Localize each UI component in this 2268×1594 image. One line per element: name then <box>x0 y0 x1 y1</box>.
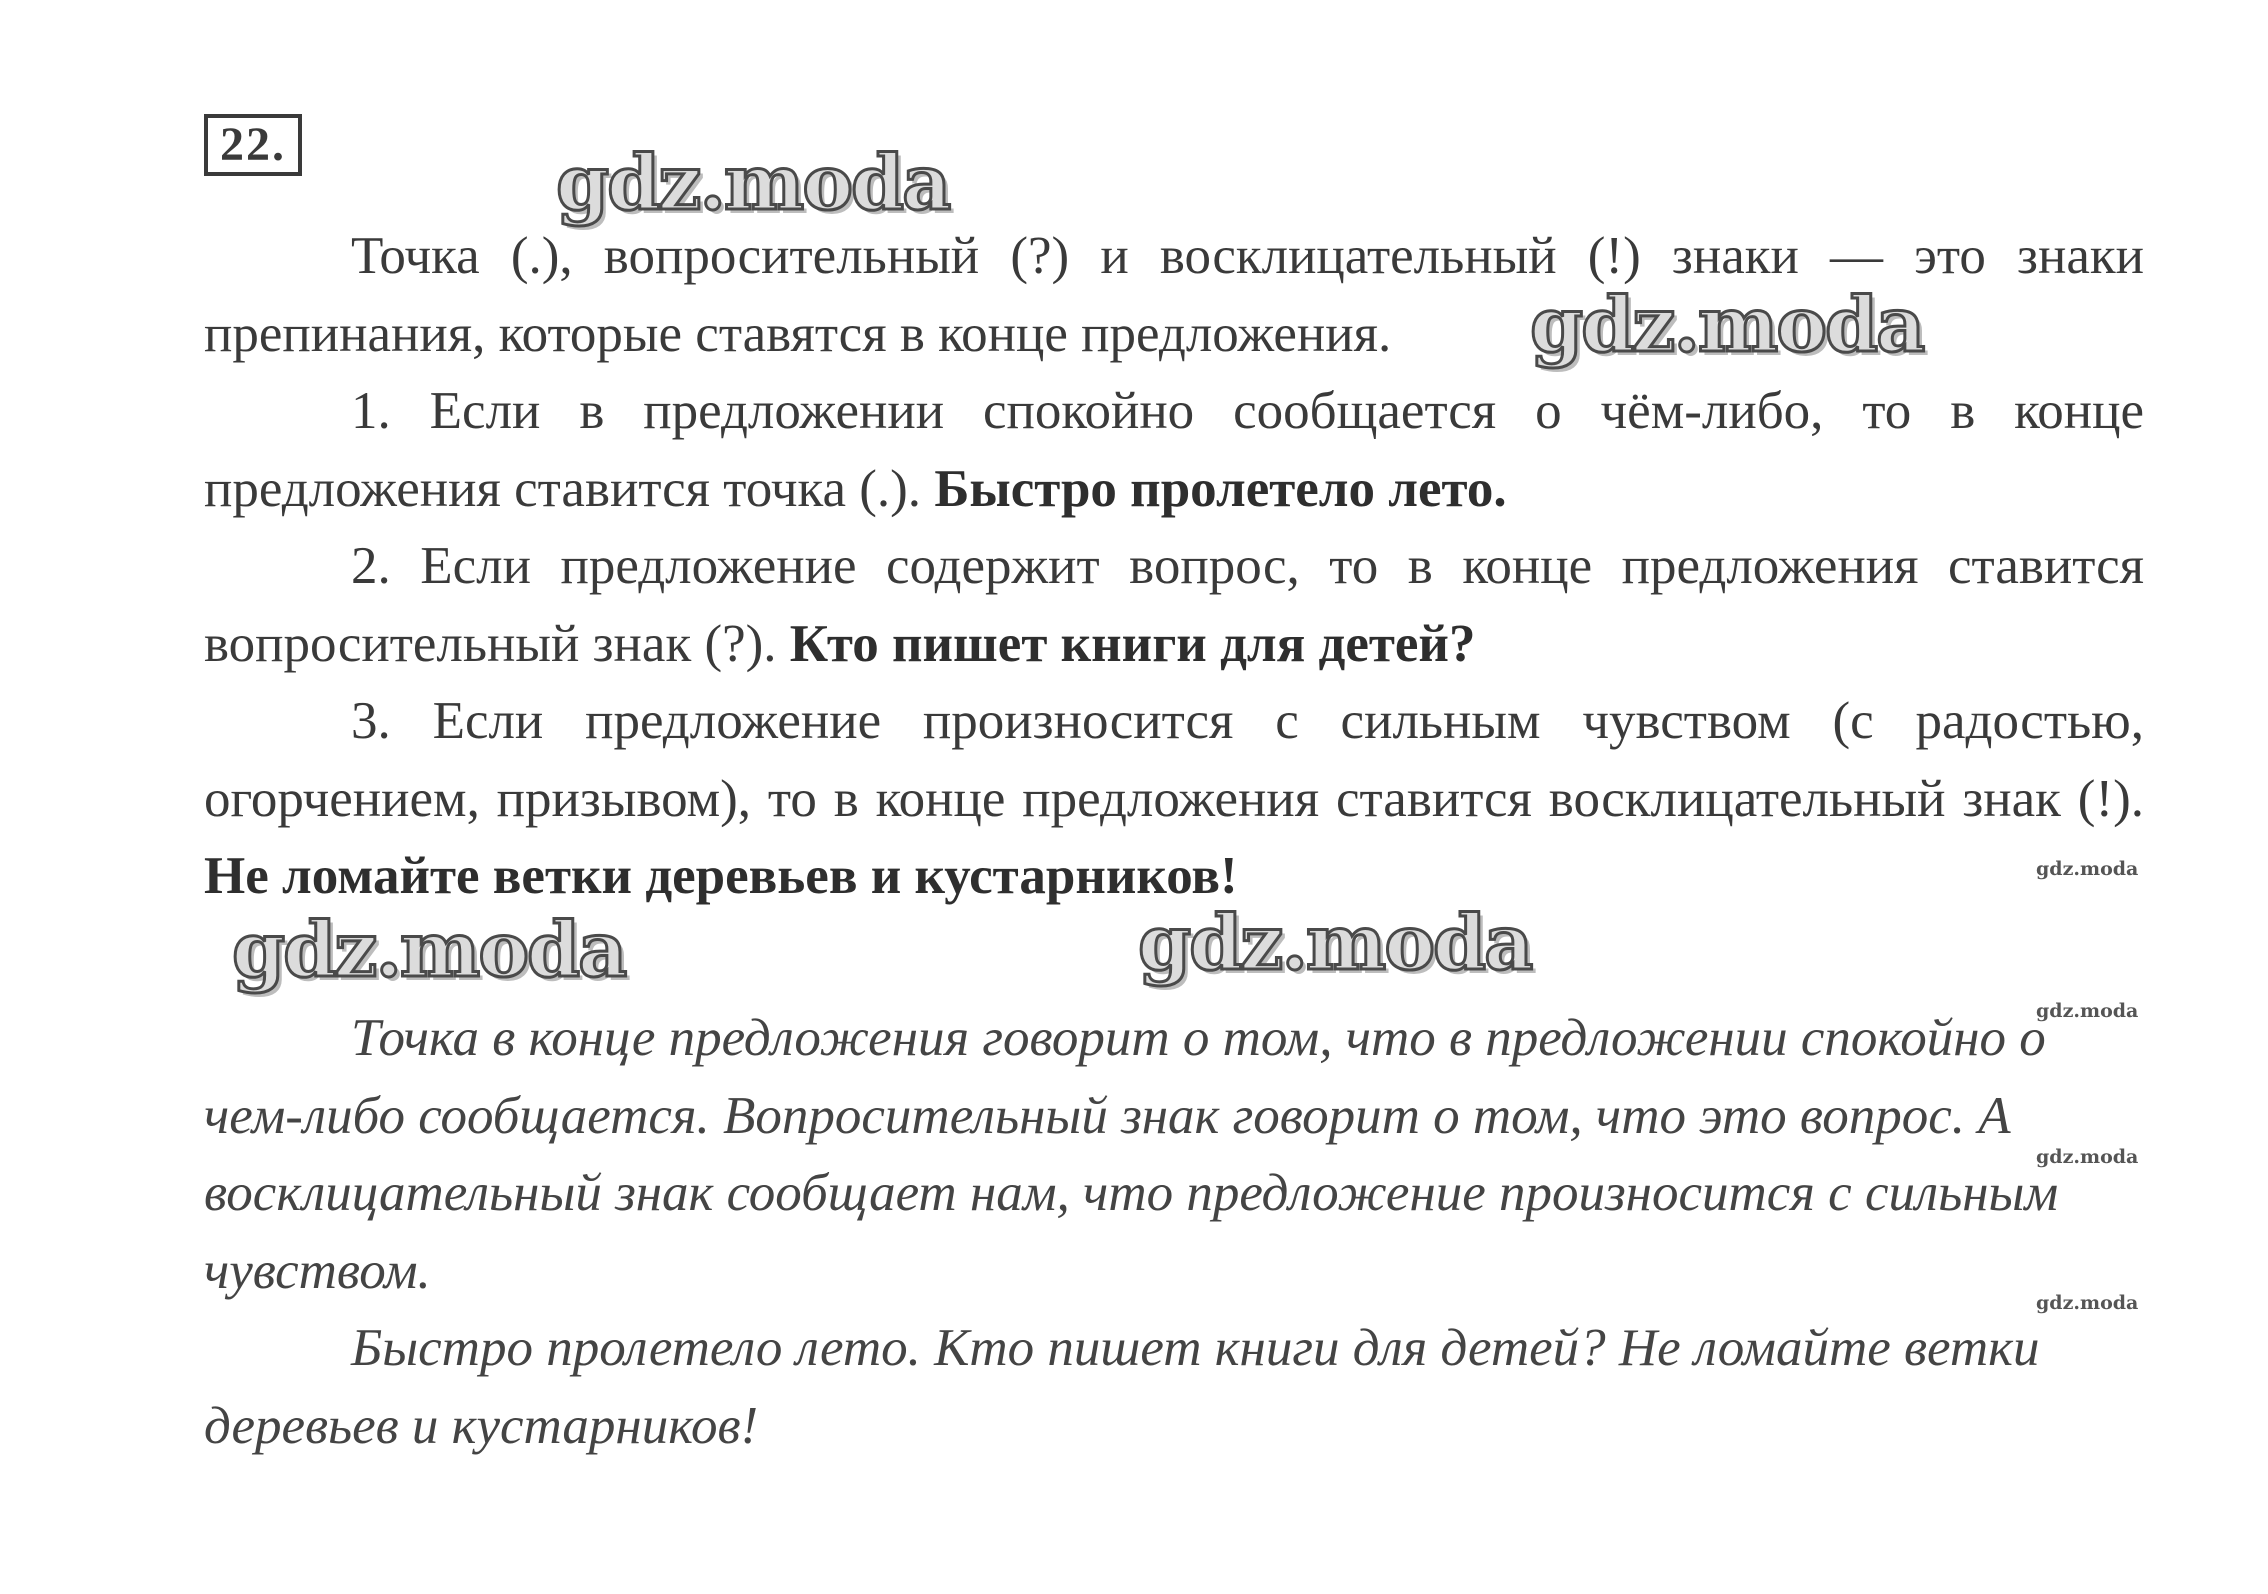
rule-2-example: Кто пишет книги для детей? <box>789 614 1476 673</box>
watermark-large: gdz.moda <box>1138 898 1532 987</box>
watermark-large: gdz.moda <box>556 138 950 227</box>
watermark-small: gdz.moda <box>2036 858 2139 880</box>
watermark-small: gdz.moda <box>2036 1146 2139 1168</box>
rule-1: 1. Если в предложении спокойно сообщается о чём-либо, то в конце предложения ставится точка (.). Быстро пролетело лето. <box>204 382 2144 518</box>
rule-1-example: Быстро пролетело лето. <box>934 459 1507 518</box>
watermark-large: gdz.moda <box>232 905 626 994</box>
watermark-small: gdz.moda <box>2036 1292 2139 1314</box>
answer-paragraph-2: Быстро пролетело лето. Кто пишет книги для детей? Не ломайте ветки деревьев и кустарников! <box>204 1319 2040 1455</box>
rule-3-example: Не ломайте ветки деревьев и кустарников! <box>204 847 1238 905</box>
rule-3: 3. Если предложение произносится с сильным чувством (с радостью, огорчением, призывом), то в конце предложения ставится восклицательный знак (!). Не ломайте ветки деревьев и кустарников! <box>204 692 2144 905</box>
rule-2: 2. Если предложение содержит вопрос, то в конце предложения ставится вопросительный знак (?). Кто пишет книги для детей? <box>204 537 2144 673</box>
rules-intro: Точка (.), вопросительный (?) и восклицательный (!) знаки — это знаки препинания, которые ставятся в конце предложения. <box>204 227 2144 363</box>
answer-section <box>204 1000 2144 1465</box>
rules-section <box>204 218 2144 916</box>
watermark-small: gdz.moda <box>2036 1000 2139 1022</box>
answer-paragraph-1: Точка в конце предложения говорит о том, что в предложении спокойно о чем-либо сообщается. Вопросительный знак говорит о том, что это вопрос. А восклицательный знак сообщает нам, что предложение произносится с сильным чувством. <box>204 1009 2059 1300</box>
watermark-large: gdz.moda <box>1530 280 1924 369</box>
task-number: 22. <box>204 114 302 176</box>
